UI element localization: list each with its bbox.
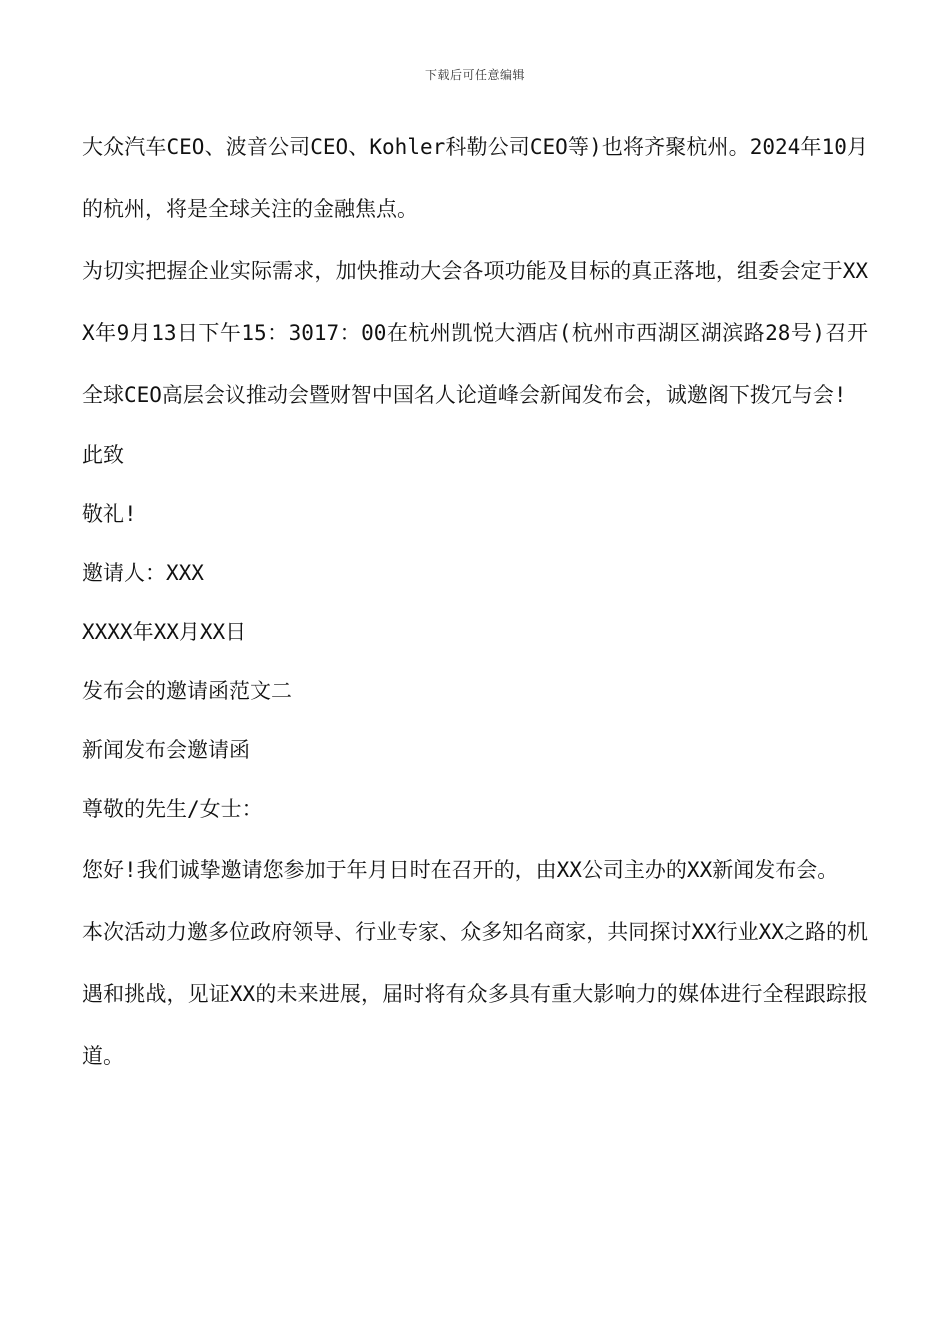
- paragraph-meeting-invitation: 为切实把握企业实际需求，加快推动大会各项功能及目标的真正落地，组委会定于XXX年9月13日下午15：3017：00在杭州凯悦大酒店(杭州市西湖区湖滨路28号)召开全球CEO高层会议推动会暨财智中国名人论道峰会新闻发布会，诚邀阁下拨冗与会!: [82, 259, 868, 407]
- paragraph-event-description: 本次活动力邀多位政府领导、行业专家、众多知名商家，共同探讨XX行业XX之路的机遇和挑战，见证XX的未来进展，届时将有众多具有重大影响力的媒体进行全程跟踪报道。: [82, 920, 868, 1068]
- letter-title: 新闻发布会邀请函: [82, 738, 250, 762]
- paragraph-invitation-intro: 您好!我们诚挚邀请您参加于年月日时在召开的，由XX公司主办的XX新闻发布会。: [82, 858, 839, 882]
- date-line: XXXX年XX月XX日: [82, 620, 247, 644]
- closing-salutation: 此致: [82, 443, 124, 467]
- closing-regards: 敬礼!: [82, 502, 137, 526]
- letter-greeting: 尊敬的先生/女士：: [82, 797, 263, 821]
- inviter-line: 邀请人：XXX: [82, 561, 204, 585]
- section-title: 发布会的邀请函范文二: [82, 679, 292, 703]
- paragraph-guests-hangzhou: 大众汽车CEO、波音公司CEO、Kohler科勒公司CEO等)也将齐聚杭州。2024年10月的杭州，将是全球关注的金融焦点。: [82, 135, 868, 221]
- page-header: 下载后可任意编辑: [424, 68, 525, 82]
- document-body: [82, 116, 868, 1087]
